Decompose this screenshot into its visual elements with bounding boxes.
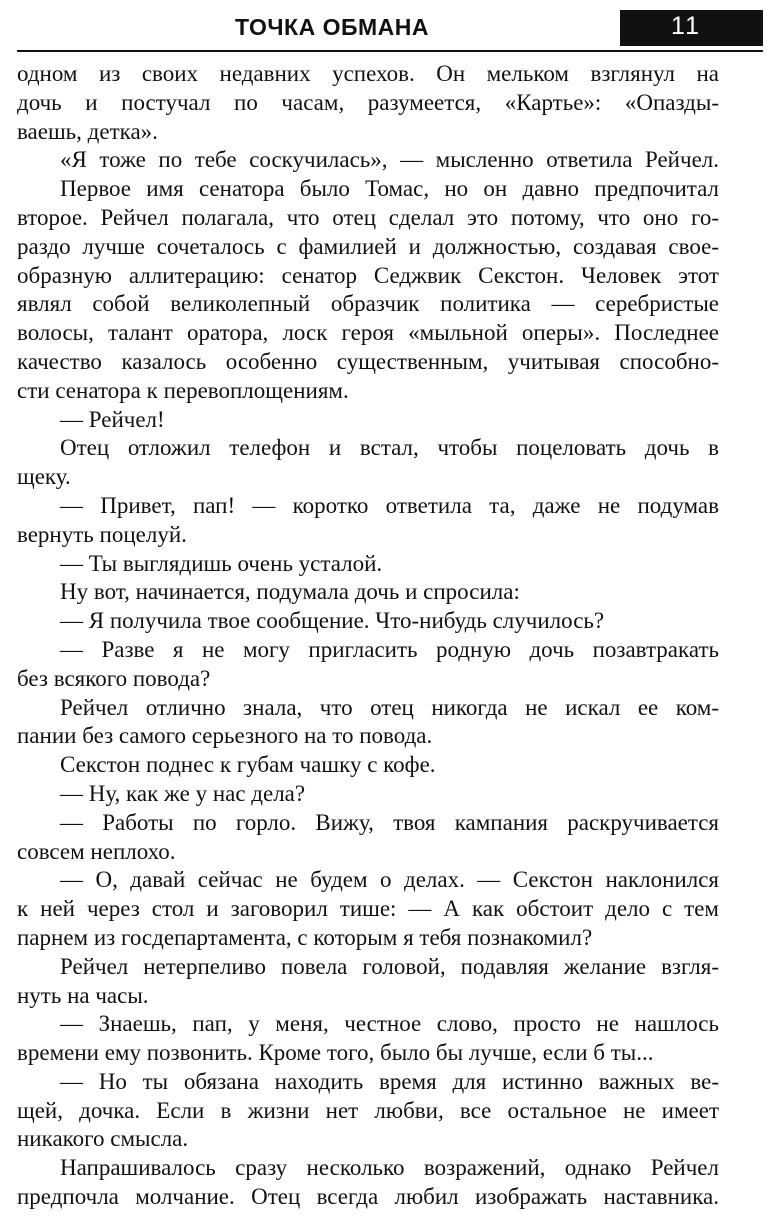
text-line: «Я тоже по тебе соскучилась», — мысленно ответила Рейчел.	[60, 147, 719, 173]
text-line: являл собой великолепный образчик политика — серебристые	[17, 291, 719, 317]
text-line: раздо лучше сочеталось с фамилией и должностью, создавая свое-	[17, 233, 719, 259]
page-header	[17, 10, 763, 52]
text-line: одном из своих недавних успехов. Он мельком взглянул на	[17, 61, 719, 86]
text-line: — Работы по горло. Вижу, твоя кампания раскручивается	[60, 809, 719, 835]
text-body	[17, 60, 719, 1212]
text-line: к ней через стол и заговорил тише: — А как обстоит дело с тем	[17, 896, 719, 922]
text-line: — Рейчел!	[60, 406, 165, 432]
text-line: пании без самого серьезного на то повода.	[17, 723, 433, 749]
text-line: образную аллитерацию: сенатор Седжвик Секстон. Человек этот	[17, 262, 719, 288]
text-line: времени ему позвонить. Кроме того, было бы лучше, если б ты...	[17, 1040, 654, 1066]
text-line: — О, давай сейчас не будем о делах. — Секстон наклонился	[60, 867, 719, 893]
text-line: без всякого повода?	[17, 665, 211, 691]
text-line: Первое имя сенатора было Томас, но он давно предпочитал	[60, 176, 719, 202]
text-line: нуть на часы.	[17, 982, 149, 1008]
text-line: Отец отложил телефон и встал, чтобы поцеловать дочь в	[60, 435, 719, 461]
text-line: Секстон поднес к губам чашку с кофе.	[60, 752, 436, 778]
header-rule	[17, 50, 763, 52]
text-line: предпочла молчание. Отец всегда любил изображать наставника.	[17, 1184, 719, 1210]
running-title: ТОЧКА ОБМАНА	[235, 14, 429, 40]
text-line: волосы, талант оратора, лоск героя «мыльной оперы». Последнее	[17, 320, 719, 346]
page-number: 11	[671, 12, 701, 40]
text-line: дочь и постучал по часам, разумеется, «Картье»: «Опазды-	[17, 89, 719, 115]
text-line: — Ты выглядишь очень усталой.	[60, 550, 383, 576]
text-line: — Знаешь, пап, у меня, честное слово, просто не нашлось	[60, 1011, 719, 1037]
text-line: — Но ты обязана находить время для истинно важных ве-	[60, 1068, 719, 1094]
text-line: Ну вот, начинается, подумала дочь и спросила:	[60, 579, 520, 605]
text-line: качество казалось особенно существенным, учитывая способно-	[17, 348, 719, 374]
page-number-box	[620, 10, 763, 46]
text-line: парнем из госдепартамента, с которым я тебя познакомил?	[17, 924, 593, 950]
text-line: — Ну, как же у нас дела?	[60, 780, 306, 806]
text-line: щей, дочка. Если в жизни нет любви, все остальное не имеет	[17, 1097, 719, 1123]
text-line: Напрашивалось сразу несколько возражений, однако Рейчел	[60, 1155, 719, 1181]
text-line: Рейчел нетерпеливо повела головой, подавляя желание взгля-	[60, 953, 719, 979]
text-line: Рейчел отлично знала, что отец никогда не искал ее ком-	[60, 694, 719, 720]
text-line: щеку.	[17, 464, 71, 490]
text-line: ваешь, детка».	[17, 118, 158, 144]
text-line: — Привет, пап! — коротко ответила та, даже не подумав	[60, 492, 719, 518]
text-line: — Разве я не могу пригласить родную дочь позавтракать	[60, 636, 719, 662]
text-line: вернуть поцелуй.	[17, 521, 187, 547]
text-line: сти сенатора к перевоплощениям.	[17, 377, 349, 403]
text-line: второе. Рейчел полагала, что отец сделал это потому, что оно го-	[17, 204, 719, 230]
text-line: — Я получила твое сообщение. Что-нибудь случилось?	[60, 608, 605, 634]
text-line: никакого смысла.	[17, 1126, 189, 1152]
text-line: совсем неплохо.	[17, 838, 176, 864]
